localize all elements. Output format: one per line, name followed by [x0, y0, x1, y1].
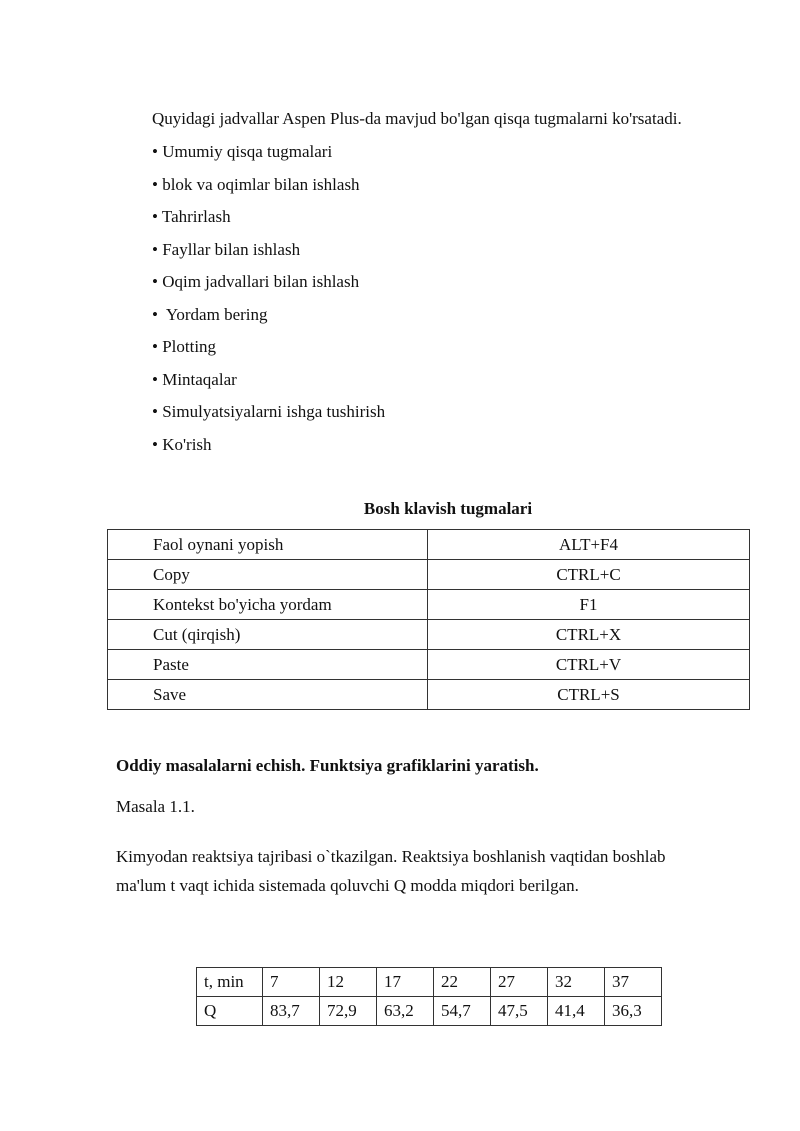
table-row [197, 997, 662, 1026]
table-cell: 63,2 [377, 997, 434, 1026]
table-cell: 7 [263, 968, 320, 997]
section-heading: Oddiy masalalarni echish. Funktsiya grafiklarini yaratish. [116, 756, 539, 775]
table-cell: 54,7 [434, 997, 491, 1026]
shortcut-action: Save [108, 680, 428, 710]
table-cell: 47,5 [491, 997, 548, 1026]
table-cell: 17 [377, 968, 434, 997]
list-item: • Fayllar bilan ishlash [152, 239, 301, 259]
shortcut-table [107, 529, 750, 710]
problem-text: Kimyodan reaktsiya tajribasi o`tkazilgan. Reaktsiya boshlanish vaqtidan boshlab ma'lum t vaqt ichida sistemada qoluvchi Q modda miqdori berilgan. [116, 847, 666, 895]
shortcut-keys: CTRL+V [428, 650, 750, 680]
shortcut-keys: ALT+F4 [428, 530, 750, 560]
row-header: Q [197, 997, 263, 1026]
shortcut-keys: CTRL+S [428, 680, 750, 710]
list-item: • Tahrirlash [152, 207, 231, 226]
list-item: • blok va oqimlar bilan ishlash [152, 174, 360, 194]
table-row [108, 650, 750, 680]
list-item: • Ko'rish [152, 434, 212, 454]
table-cell: 36,3 [605, 997, 662, 1026]
list-item: • Simulyatsiyalarni ishga tushirish [152, 402, 386, 421]
table-row [108, 620, 750, 650]
shortcut-action: Paste [108, 650, 428, 680]
table-row [108, 590, 750, 620]
table-cell: 83,7 [263, 997, 320, 1026]
list-item: • Plotting [152, 337, 217, 356]
row-header: t, min [197, 968, 263, 997]
problem-label: Masala 1.1. [116, 797, 195, 816]
table-cell: 22 [434, 968, 491, 997]
table-cell: 32 [548, 968, 605, 997]
table-cell: 12 [320, 968, 377, 997]
list-item: • Oqim jadvallari bilan ishlash [152, 272, 360, 291]
table-row [108, 680, 750, 710]
shortcut-keys: CTRL+C [428, 560, 750, 590]
data-table [196, 967, 662, 1026]
list-item: • Umumiy qisqa tugmalari [152, 142, 333, 161]
shortcut-action: Faol oynani yopish [108, 530, 428, 560]
table-row [108, 560, 750, 590]
shortcut-category-list [152, 142, 385, 467]
table-cell: 37 [605, 968, 662, 997]
table-row [197, 968, 662, 997]
shortcut-keys: CTRL+X [428, 620, 750, 650]
table-cell: 41,4 [548, 997, 605, 1026]
shortcut-action: Copy [108, 560, 428, 590]
shortcut-table-title: Bosh klavish tugmalari [363, 499, 533, 518]
list-item: • Mintaqalar [152, 369, 237, 389]
list-item: • Yordam bering [152, 304, 268, 324]
table-cell: 72,9 [320, 997, 377, 1026]
shortcut-action: Kontekst bo'yicha yordam [108, 590, 428, 620]
intro-paragraph: Quyidagi jadvallar Aspen Plus-da mavjud bo'lgan qisqa tugmalarni ko'rsatadi. [152, 109, 682, 128]
shortcut-keys: F1 [428, 590, 750, 620]
shortcut-action: Cut (qirqish) [108, 620, 428, 650]
table-cell: 27 [491, 968, 548, 997]
table-row [108, 530, 750, 560]
